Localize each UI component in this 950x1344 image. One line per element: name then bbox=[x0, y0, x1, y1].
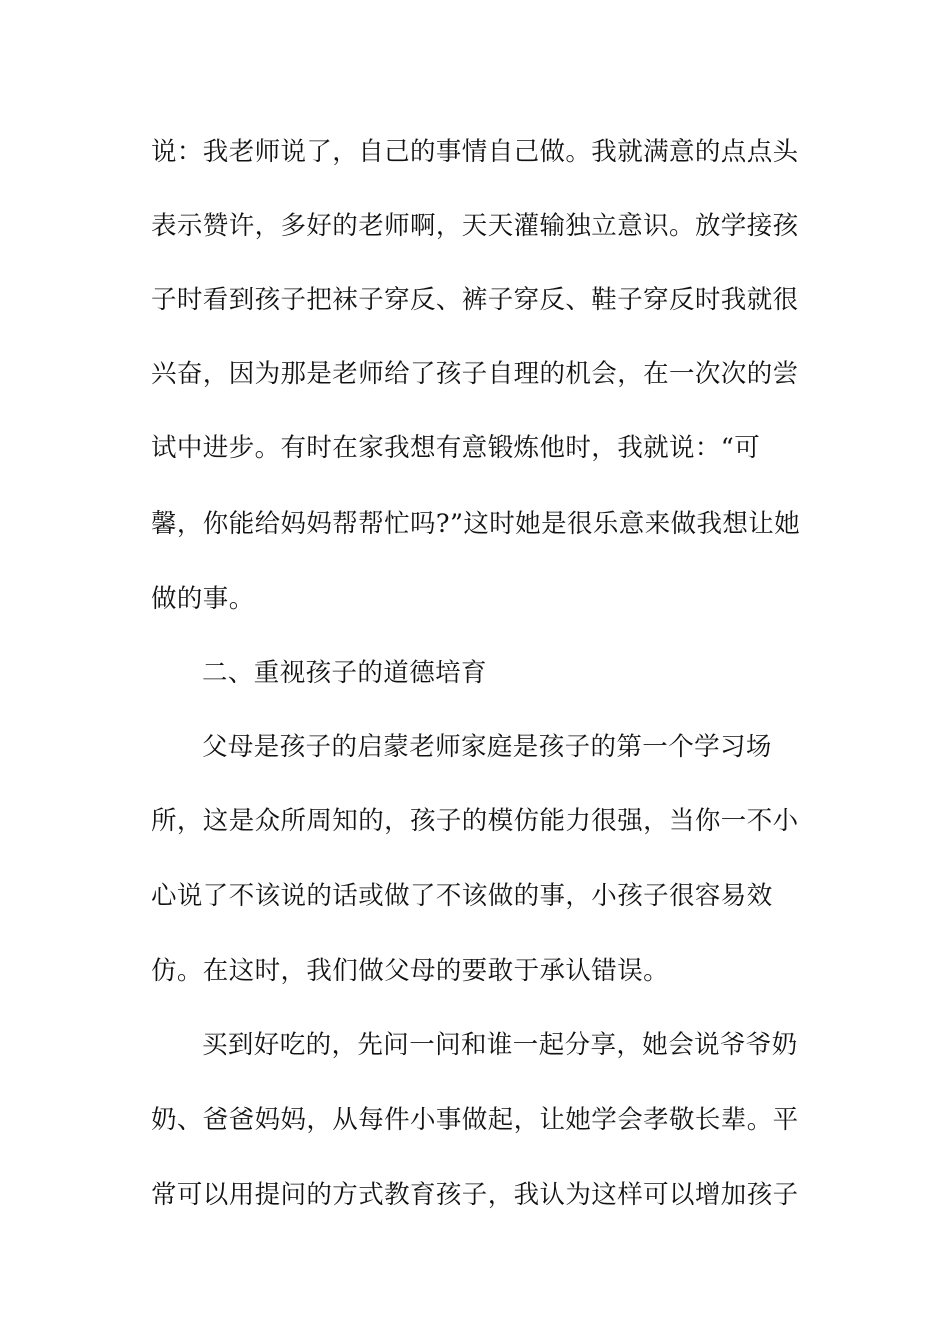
paragraph-line: 常可以用提问的方式教育孩子，我认为这样可以增加孩子 bbox=[151, 1180, 799, 1210]
paragraph-line: 说：我老师说了，自己的事情自己做。我就满意的点点头 bbox=[151, 137, 799, 167]
paragraph-line: 试中进步。有时在家我想有意锻炼他时，我就说：“可 bbox=[151, 433, 761, 463]
paragraph-line: 兴奋，因为那是老师给了孩子自理的机会，在一次次的尝 bbox=[151, 359, 799, 389]
paragraph-line: 所，这是众所周知的，孩子的模仿能力很强，当你一不小 bbox=[151, 806, 799, 836]
paragraph-line: 表示赞许，多好的老师啊，天天灌输独立意识。放学接孩 bbox=[151, 211, 799, 241]
paragraph-line: 父母是孩子的启蒙老师家庭是孩子的第一个学习场 bbox=[202, 732, 772, 762]
paragraph-line: 子时看到孩子把袜子穿反、裤子穿反、鞋子穿反时我就很 bbox=[151, 285, 799, 315]
paragraph-line: 买到好吃的，先问一问和谁一起分享，她会说爷爷奶 bbox=[202, 1030, 798, 1060]
paragraph-line: 奶、爸爸妈妈，从每件小事做起，让她学会孝敬长辈。平 bbox=[151, 1105, 799, 1135]
section-heading: 二、重视孩子的道德培育 bbox=[202, 658, 487, 688]
paragraph-line: 心说了不该说的话或做了不该做的事，小孩子很容易效 bbox=[151, 881, 773, 911]
paragraph-line: 做的事。 bbox=[151, 584, 255, 614]
paragraph-line: 馨，你能给妈妈帮帮忙吗?”这时她是很乐意来做我想让她 bbox=[151, 509, 801, 539]
paragraph-line: 仿。在这时，我们做父母的要敢于承认错误。 bbox=[151, 956, 670, 986]
